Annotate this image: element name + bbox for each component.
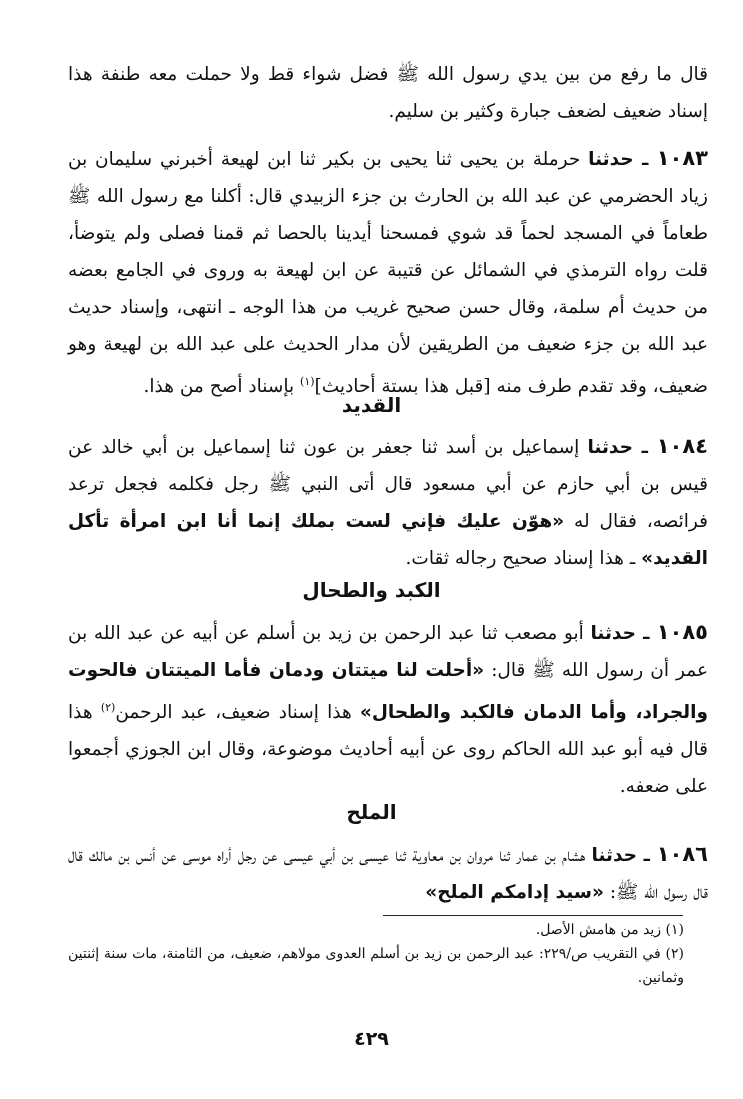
intro-text: قال ما رفع من بين يدي رسول الله ﷺ فضل شواء قط ولا حملت معه طنفة هذا إسناد ضعيف لضعف جبارة وكثير بن سليم. xyxy=(68,64,708,122)
hadith-number: ١٠٨٣ xyxy=(656,146,708,170)
hadith-text: أبو مصعب ثنا عبد الرحمن بن زيد بن أسلم عن أبيه عن عبد الله بن عمر أن رسول الله ﷺ قال: xyxy=(68,623,708,681)
hadith-quote: «هوّن عليك فإني لست بملك إنما أنا ابن امرأة تأكل القديد» xyxy=(68,511,708,569)
hadith-mid: هذا إسناد ضعيف، عبد الرحمن xyxy=(115,702,360,724)
hadith-keyword: حدثنا xyxy=(588,149,634,170)
page-number: ٤٢٩ xyxy=(354,1028,389,1050)
hadith-number: ١٠٨٦ xyxy=(656,842,708,866)
hadith-text: إسماعيل بن أسد ثنا جعفر بن عون ثنا إسماعيل بن أبي خالد عن قيس بن أبي حازم عن أبي مسعود قال أتى النبي ﷺ رجل فكلمه فجعل ترعد فرائصه، فقال له xyxy=(68,437,708,532)
hadith-tail: هذا قال فيه أبو عبد الله الحاكم روى عن أبيه أحاديث موضوعة، وقال ابن الجوزي أجمعوا على ضعفه. xyxy=(68,702,708,798)
section-heading-kabid: الكبد والطحال xyxy=(302,578,441,602)
hadith-text: هشام بن عمار ثنا مروان بن معاوية ثنا عيسى بن أبي عيسى عن رجل أراه موسى عن أنس بن مالك قال قال رسول الله ﷺ: xyxy=(68,845,708,903)
hadith-separator: ـ xyxy=(636,845,657,866)
footnote-ref-1[interactable]: (١) xyxy=(300,375,315,388)
hadith-number: ١٠٨٥ xyxy=(656,620,708,644)
hadith-keyword: حدثنا xyxy=(590,623,636,644)
hadith-number: ١٠٨٤ xyxy=(656,434,708,458)
hadith-keyword: حدثنا xyxy=(587,437,633,458)
footnote-ref-2[interactable]: (٢) xyxy=(100,701,116,714)
footnote-1: (١) زيد من هامش الأصل. xyxy=(535,922,684,938)
hadith-1085 xyxy=(68,614,708,805)
hadith-separator: ـ xyxy=(633,149,657,170)
section-heading-milh: الملح xyxy=(346,800,397,824)
footnotes xyxy=(68,918,684,990)
intro-paragraph xyxy=(68,56,708,130)
hadith-keyword: حدثنا xyxy=(591,845,637,866)
hadith-1083 xyxy=(68,140,708,405)
section-heading-qadid: القديد xyxy=(341,393,402,417)
hadith-tail: بإسناد أصح من هذا. xyxy=(143,376,301,398)
hadith-1086 xyxy=(68,836,708,911)
footnote-divider xyxy=(383,915,683,916)
footnote-2: (٢) في التقريب ص/٢٢٩: عبد الرحمن بن زيد بن أسلم العدوى مولاهم، ضعيف، من الثامنة، مات سنة إثنتين وثمانين. xyxy=(68,946,684,986)
hadith-quote: «أحلت لنا ميتتان ودمان فأما الميتتان فالحوت والجراد، وأما الدمان فالكبد والطحال» xyxy=(68,660,708,724)
hadith-1084 xyxy=(68,428,708,577)
hadith-quote: «سيد إدامكم الملح» xyxy=(425,882,604,903)
hadith-text: حرملة بن يحيى ثنا يحيى بن بكير ثنا ابن لهيعة أخبرني سليمان بن زياد الحضرمي عن عبد الله بن الحارث بن جزء الزبيدي قال: أكلنا مع رسول الله ﷺ طعاماً في المسجد لحماً قد شوي فمسحنا أيدينا بالحصا ثم قمنا فصلى ولم يتوضأ، قلت رواه الترمذي في الشمائل عن قتيبة عن ابن لهيعة به وروى في الجامع بعضه من حديث أم سلمة، وقال حسن صحيح غريب من هذا الوجه ـ انتهى، وإسناد حديث عبد الله بن جزء ضعيف من الطريقين لأن مدار الحديث على عبد الله بن لهيعة وهو ضعيف، وقد تقدم طرف منه [قبل هذا بستة أحاديث] xyxy=(68,149,708,398)
hadith-separator: ـ xyxy=(632,437,657,458)
hadith-separator: ـ xyxy=(635,623,657,644)
hadith-tail: ـ هذا إسناد صحيح رجاله ثقات. xyxy=(405,548,642,569)
